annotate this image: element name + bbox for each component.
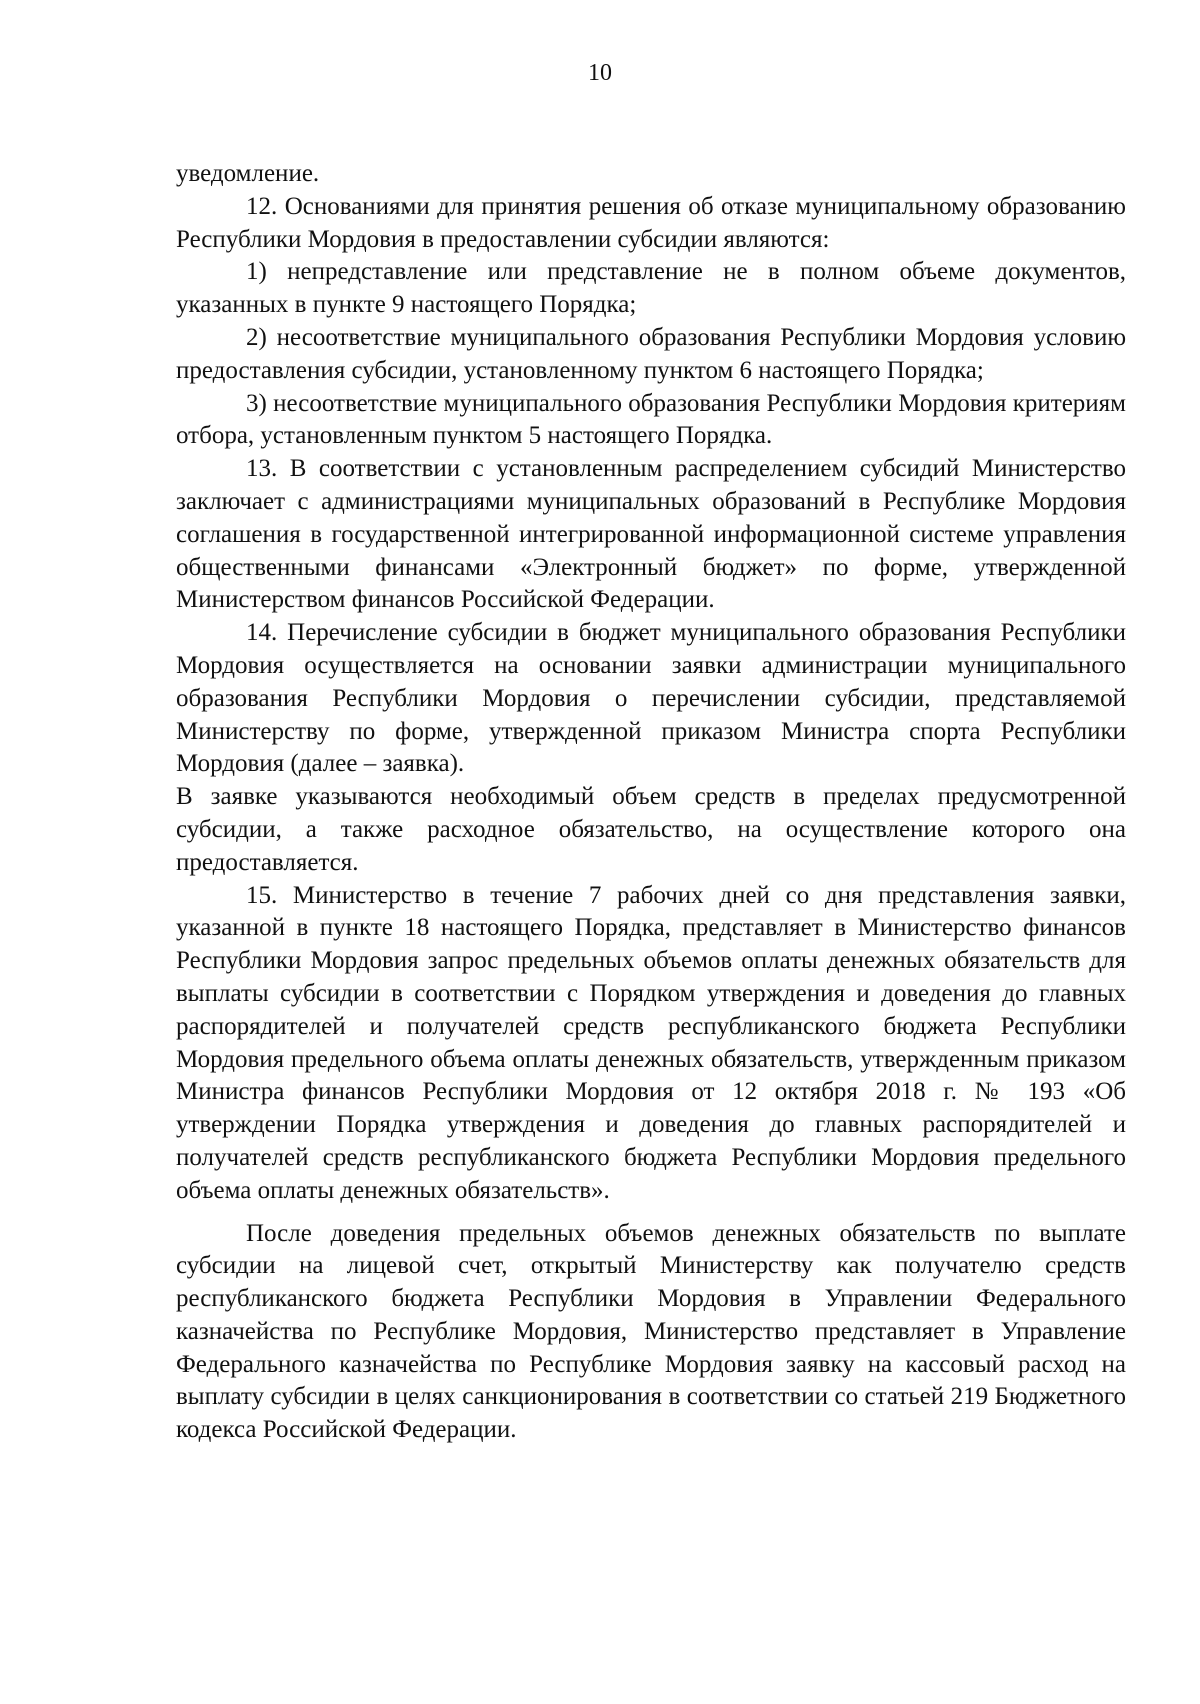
document-body [176,158,1126,1447]
paragraph-continuation: уведомление. [176,160,320,187]
paragraph-item-14: 14. Перечисление субсидии в бюджет муниципального образования Республики Мордовия осуществляется на основании заявки администрации муниципального образования Республики Мордовия о перечислении субсидии, представляемой Министерству по форме, утвержденной приказом Министра спорта Республики Мордовия (далее – заявка). [176,619,1126,778]
paragraph-cash-expense: После доведения предельных объемов денежных обязательств по выплате субсидии на лицевой счет, открытый Министерству как получателю средств республиканского бюджета Республики Мордовия в Управлении Федерального казначейства по Республике Мордовия, Министерство представляет в Управление Федерального казначейства по Республике Мордовия заявку на кассовый расход на выплату субсидии в целях санкционирования в соответствии со статьей 219 Бюджетного кодекса Российской Федерации. [176,1219,1126,1444]
page-number: 10 [588,60,612,86]
paragraph-subitem-1: 1) непредставление или представление не в полном объеме документов, указанных в пункте 9 настоящего Порядка; [176,258,1126,319]
paragraph-item-15: 15. Министерство в течение 7 рабочих дней со дня представления заявки, указанной в пункте 18 настоящего Порядка, представляет в Министерство финансов Республики Мордовия запрос предельных объемов оплаты денежных обязательств для выплаты субсидии в соответствии с Порядком утверждения и доведения до главных распорядителей и получателей средств республиканского бюджета Республики Мордовия предельного объема оплаты денежных обязательств, утвержденным приказом Министра финансов Республики Мордовия от 12 октября 2018 г. № 193 «Об утверждении Порядка утверждения и доведения до главных распорядителей и получателей средств республиканского бюджета Республики Мордовия предельного объема оплаты денежных обязательств». [176,881,1126,1204]
paragraph-subitem-3: 3) несоответствие муниципального образования Республики Мордовия критериям отбора, установленным пунктом 5 настоящего Порядка. [176,389,1126,450]
paragraph-item-12: 12. Основаниями для принятия решения об отказе муниципальному образованию Республики Мордовия в предоставлении субсидии являются: [176,192,1126,253]
paragraph-subitem-2: 2) несоответствие муниципального образования Республики Мордовия условию предоставления субсидии, установленному пунктом 6 настоящего Порядка; [176,323,1126,384]
paragraph-item-13: 13. В соответствии с установленным распределением субсидий Министерство заключает с администрациями муниципальных образований в Республике Мордовия соглашения в государственной интегрированной информационной системе управления общественными финансами «Электронный бюджет» по форме, утвержденной Министерством финансов Российской Федерации. [176,455,1126,614]
paragraph-application-content: В заявке указываются необходимый объем средств в пределах предусмотренной субсидии, а также расходное обязательство, на осуществление которого она предоставляется. [176,783,1126,876]
